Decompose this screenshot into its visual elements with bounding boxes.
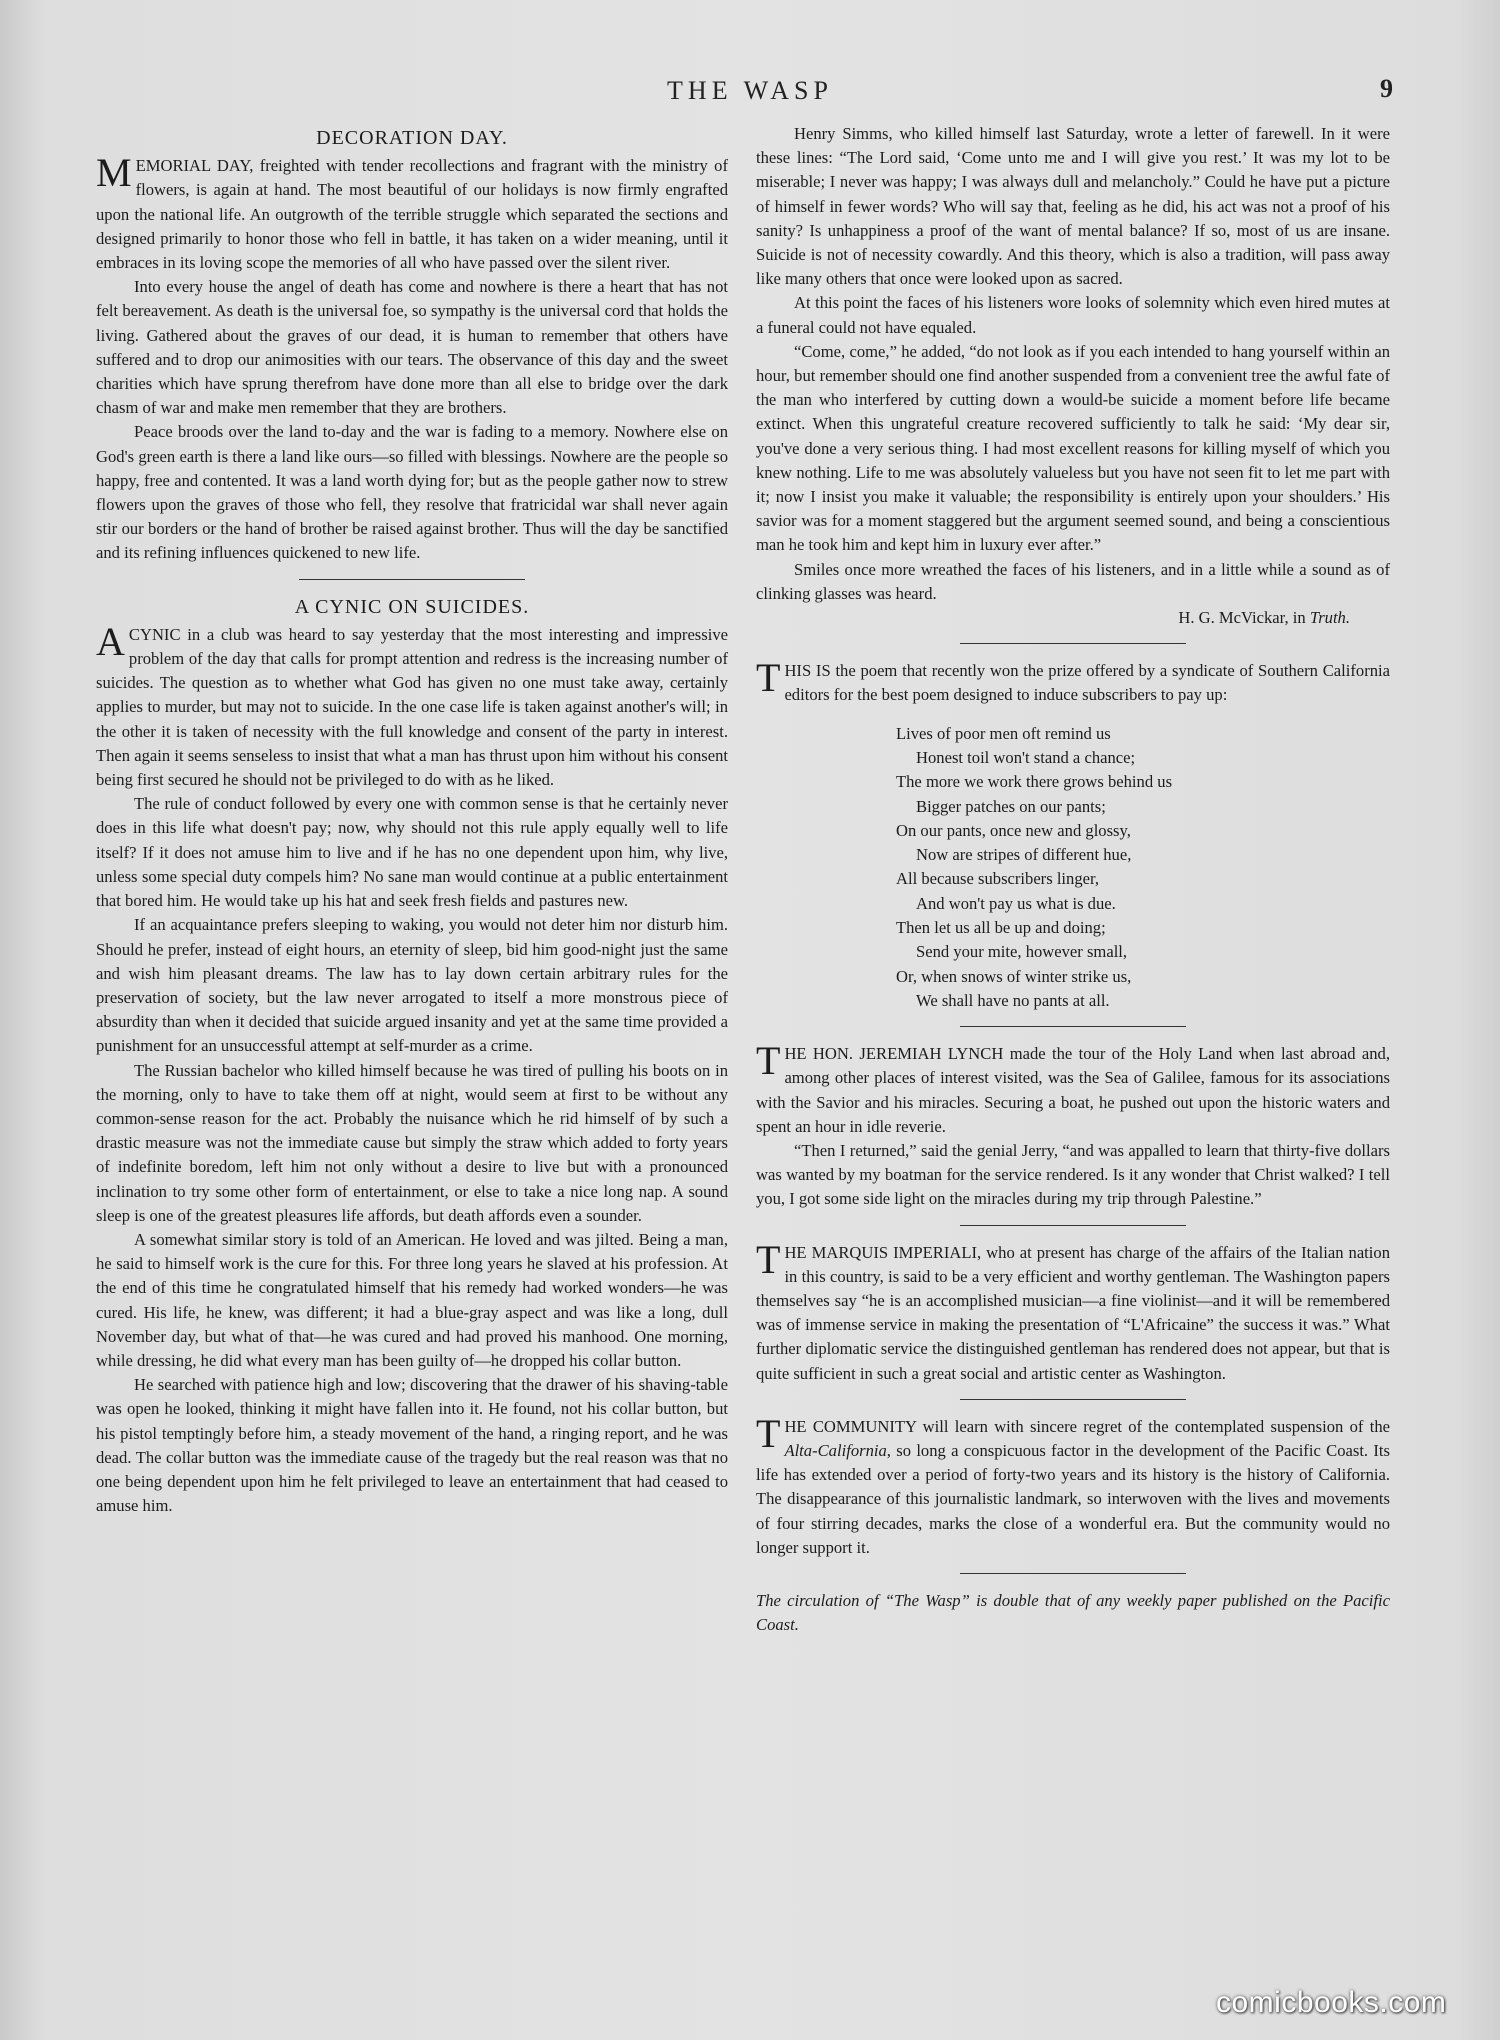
paragraph-text: , so long a conspicuous factor in the development of the Pacific Coast. Its life has extended over a period of forty-two years and its history is the history of California. The disappearance of this journalistic landmark, so interwoven with the lives and movements of four stirring decades, marks the close of a wonderful era. But the community would no longer support it. (756, 1441, 1390, 1557)
cynic-p6: He searched with patience high and low; discovering that the drawer of his shaving-table was open he looked, thinking it might have fallen into it. He found, not his collar button, but his pistol temptingly before him, a steady movement of the hand, a ringing report, and he was dead. The collar button was the immediate cause of the tragedy but the real reason was that no one being dependent upon him he felt privileged to leave an entertainment that had ceased to amuse him. (96, 1375, 728, 1516)
cynic-p1 (96, 618, 728, 792)
decoration-day-p2: Into every house the angel of death has come and nowhere is there a heart that has not felt bereavement. As death is the universal foe, so sympathy is the universal cord that holds the living. Gathered about the graves of our dead, it is human to remember that others have suffered and to drop our animosities with our tears. The observance of this day and the sweet charities which have sprung therefrom have done more than all else to bridge over the dark chasm of war and make men remember that they are brothers. (96, 277, 728, 418)
lynch-p1 (756, 1038, 1390, 1139)
paragraph-text: EMORIAL DAY, freighted with tender recollections and fragrant with the ministry of flowers, is again at hand. The most beautiful of our holidays is now firmly engrafted upon the national life. An outgrowth of the terrible struggle which separated the sections and designed primarily to honor those who fell in battle, it has taken on a wider meaning, until it embraces in its loving scope the memories of all who have passed over the silent river. (96, 156, 728, 273)
paragraph-text: HE COMMUNITY will learn with sincere regret of the contemplated suspension of the (784, 1416, 1390, 1436)
imperiali-p1 (756, 1236, 1390, 1386)
decoration-day-title: DECORATION DAY. (316, 127, 508, 149)
dropcap: T (756, 1410, 781, 1456)
page-number: 9 (1380, 74, 1393, 103)
poem-line: Honest toil won't stand a chance; (916, 747, 1136, 767)
section-divider (960, 1399, 1186, 1400)
dropcap: T (756, 1038, 781, 1084)
decoration-day-p1 (96, 150, 728, 275)
dropcap: M (96, 150, 132, 196)
article-cynic-on-suicides (96, 595, 728, 1519)
dropcap: A (96, 618, 125, 664)
section-divider (299, 579, 525, 580)
cynic-p9: “Come, come,” he added, “do not look as if you each intended to hang yourself within an hour, but remember should one find another suspended from a convenient tree the awful fate of the man who interfered by cutting down a would-be suicide a moment before life became extinct. When this ungrateful creature recovered sufficiently to talk he said: ‘My dear sir, you've done a very serious thing. I had most excellent reasons for killing myself of which you knew nothing. Life to me was absolutely valueless but you have not seen fit to let me part with it; now I insist you make it valuable; the responsibility is entirely upon your shoulders.’ His savior was for a moment staggered but the argument seemed sound, and being a conscientious man he took him and kept him in luxury ever after.” (756, 341, 1390, 555)
cynic-signature (756, 606, 1390, 630)
cynic-p10: Smiles once more wreathed the faces of his listeners, and in a little while a sound as of clinking glasses was heard. (756, 559, 1390, 603)
section-divider (960, 1225, 1186, 1226)
paragraph-text: HE HON. JEREMIAH LYNCH made the tour of the Holy Land when last abroad and, among other places of interest visited, was the Sea of Galilee, famous for its associations with the Savior and his miracles. Securing a boat, he pushed out upon the historic waters and spent an hour in idle reverie. (756, 1044, 1390, 1136)
paper-name: Alta-California (784, 1441, 887, 1461)
watermark-text: comicbooks.com (1216, 1986, 1447, 2019)
right-column (756, 122, 1390, 1638)
article-cynic-continued (756, 122, 1390, 630)
article-marquis-imperiali (756, 1236, 1390, 1386)
poem-line: Send your mite, however small, (916, 942, 1128, 962)
left-column (96, 122, 728, 1518)
poem-line: On our pants, once new and glossy, (896, 820, 1131, 840)
poem-line: We shall have no pants at all. (916, 990, 1110, 1010)
section-divider (960, 1573, 1186, 1574)
article-jeremiah-lynch (756, 1038, 1390, 1211)
section-divider (960, 643, 1186, 644)
paragraph-text: CYNIC in a club was heard to say yesterday that the most interesting and impressive problem of the day that calls for prompt attention and redress is the increasing number of suicides. The question as to whether what God has given no one must take away, certainly applies to murder, but may not to suicide. In the one case life is taken against another's will; in the other it is taken of necessity with the full knowledge and consent of the party in interest. Then again it seems senseless to insist that what a man has thrust upon him without his consent being first secured he should not be privileged to do with as he liked. (96, 624, 728, 790)
running-title: THE WASP (667, 76, 833, 105)
poem-line: Bigger patches on our pants; (916, 796, 1106, 816)
poem-line: Now are stripes of different hue, (916, 845, 1132, 865)
article-poem-item (756, 655, 1390, 1013)
cynic-title: A CYNIC ON SUICIDES. (294, 595, 530, 618)
poem-line: And won't pay us what is due. (916, 893, 1116, 913)
poem-line: Lives of poor men oft remind us (896, 723, 1111, 743)
article-community (756, 1410, 1390, 1560)
community-p1 (756, 1410, 1390, 1560)
section-divider (960, 1026, 1186, 1027)
dropcap: T (756, 655, 781, 701)
poem (896, 722, 1390, 1014)
dropcap: T (756, 1236, 781, 1282)
circulation-notice: The circulation of “The Wasp” is double that of any weekly paper published on the Pacific Coast. (756, 1591, 1390, 1635)
poem-line: Then let us all be up and doing; (896, 918, 1106, 938)
paragraph-text: HIS IS the poem that recently won the prize offered by a syndicate of Southern California editors for the best poem designed to induce subscribers to pay up: (784, 661, 1390, 705)
decoration-day-p3: Peace broods over the land to-day and the war is fading to a memory. Nowhere else on God's green earth is there a land like ours—so filled with blessings. Nowhere are the people so happy, free and contented. It was a land worth dying for; but as the people gather now to strew flowers upon the graves of those who fell, they resolve that fratricidal war shall never again stir our borders or the hand of brother be raised against brother. Thus will the day be sanctified and its refining influences quickened to new life. (96, 422, 728, 563)
signature-name: H. G. McVickar, in (1178, 608, 1306, 628)
lynch-p2: “Then I returned,” said the genial Jerry, “and was appalled to learn that thirty-five dollars was wanted by my boatman for the service rendered. Is it any wonder that Christ walked? I tell you, I got some side light on the miracles during my trip through Palestine.” (756, 1141, 1390, 1209)
cynic-p8: At this point the faces of his listeners wore looks of solemnity which even hired mutes at a funeral could not have equaled. (756, 293, 1390, 337)
paragraph-text: HE MARQUIS IMPERIALI, who at present has charge of the affairs of the Italian nation in this country, is said to be a very efficient and worthy gentleman. The Washington papers themselves say “he is an accomplished musician—a fine violinist—and it will be remembered was of immense service in making the presentation of “L'Africaine” the success it was.” What further diplomatic service the distinguished gentleman has rendered does not appear, but that is quite sufficient in such a great social and artistic center as Washington. (756, 1242, 1390, 1383)
cynic-p5: A somewhat similar story is told of an American. He loved and was jilted. Being a man, he said to himself work is the cure for this. For three long years he slaved at his profession. At the end of this time he congratulated himself that his remedy had worked wonders—he was cured. His life, he knew, was different; it had a blue-gray aspect and was like a long, dull November day, but what of that—he was cured and had proved his manhood. One morning, while dressing, he did what every man has been guilty of—he dropped his collar button. (96, 1229, 728, 1370)
signature-source: Truth. (1309, 608, 1350, 628)
cynic-p7: Henry Simms, who killed himself last Saturday, wrote a letter of farewell. In it were these lines: “The Lord said, ‘Come unto me and I will give you rest.’ It was my lot to be miserable; I never was happy; I was always dull and melancholy.” Could he have put a picture of himself in fewer words? Who will say that, feeling as he did, his act was not a proof of his sanity? Is unhappiness a proof of the want of mental balance? If so, most of us are insane. Suicide is not of necessity cowardly. And this theory, which is also a tradition, will pass away like many others that once were looked upon as sacred. (756, 124, 1390, 289)
poem-line: Or, when snows of winter strike us, (896, 966, 1132, 986)
cynic-p4: The Russian bachelor who killed himself because he was tired of pulling his boots on in the morning, only to have to take them off at night, would seem at first to be without any common-sense reason for the act. Probably the nuisance which he rid himself of by such a drastic measure was not the immediate cause but simply the straw which added to forty years of indefinite boredom, left him not only without a desire to live but with a pronounced inclination to try some other form of entertainment, or else to take a nice long nap. A sound sleep is one of the greatest pleasures life affords, but death affords even a sounder. (96, 1060, 728, 1225)
article-decoration-day (96, 126, 728, 566)
cynic-p2: The rule of conduct followed by every one with common sense is that he certainly never does in this life what doesn't pay; now, why should not this rule apply equally well to life itself? If it does not amuse him to live and if he has no one dependent upon him, why live, unless some special duty compels him? No sane man would continue at a public entertainment that bored him. He would take up his hat and seek fresh fields and pastures new. (96, 794, 728, 911)
poem-intro (756, 655, 1390, 707)
poem-line: The more we work there grows behind us (896, 772, 1173, 792)
poem-line: All because subscribers linger, (896, 869, 1100, 889)
cynic-p3: If an acquaintance prefers sleeping to waking, you would not deter him nor disturb him. Should he prefer, instead of eight hours, an eternity of sleep, bid him good-night just the same and wish him pleasant dreams. The law has to lay down certain arbitrary rules for the preservation of society, but the law never arrogated to itself a more monstrous piece of absurdity than when it decided that suicide argued insanity and yet at the same time provided a punishment for an unsuccessful attempt at self-murder as a crime. (96, 915, 728, 1056)
